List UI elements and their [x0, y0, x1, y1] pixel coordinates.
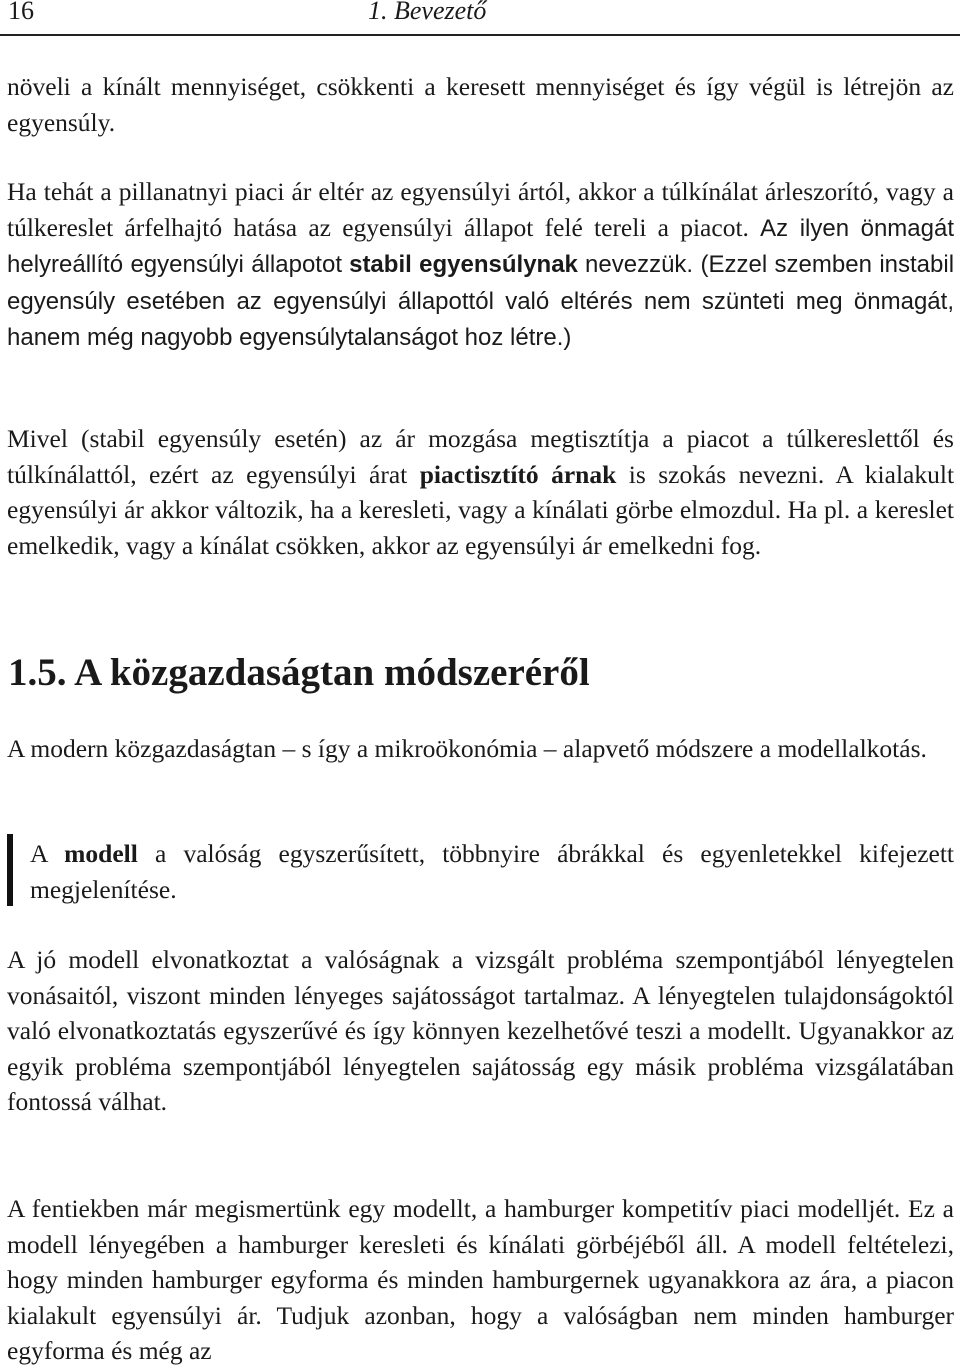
definition-model: A modell a valóság egyszerűsített, többnyire ábrákkal és egyenletekkel kifejezett megjelenítése.	[30, 839, 955, 904]
p2-text-b: Az ilyen önmagát helyreállító egyensúlyi állapotot	[7, 214, 954, 278]
term-stable-equilibrium: stabil egyensúlynak	[349, 251, 578, 278]
paragraph-market-clearing: Mivel (stabil egyensúly esetén) az ár mozgása megtisztítja a piacot a túlkereslettől és túlkínálattól, ezért az egyensúlyi árat piactisztító árnak is szokás nevezni. A kialakult egyensúlyi ár akkor változik, ha a keresleti, vagy a kínálati görbe elmozdul. Ha pl. a kereslet emelkedik, vagy a kínálat csökken, akkor az egyensúlyi ár emelkedni fog.	[7, 424, 955, 560]
p2-text-c: nevezzük. (Ezzel szemben instabil egyensúly esetében az egyensúlyi állapottól való eltérés nem szünteti meg önmagát, hanem még nagyobb egyensúlytalanságot hoz létre.)	[7, 251, 955, 351]
paragraph-stable-equilibrium	[7, 174, 954, 356]
paragraph-good-model: A jó modell elvonatkoztat a valóságnak a vizsgált probléma szempontjából lényegtelen vonásaitól, viszont minden lényeges sajátosságot tartalmaz. A lényegtelen tulajdonságoktól való elvonatkoztatás egyszerűvé és így könnyen kezelhetővé teszi a modellt. Ugyanakkor az egyik probléma szempontjából lényegtelen sajátosság egy másik probléma vizsgálatában fontossá válhat.	[7, 945, 954, 1116]
running-title: 1. Bevezető	[368, 0, 487, 25]
term-model: modell	[64, 839, 138, 868]
page-number: 16	[8, 0, 34, 25]
page-header	[0, 0, 960, 36]
p2-text-a: Ha tehát a pillanatnyi piaci ár eltér az egyensúlyi ártól, akkor a túlkínálat árleszorító, vagy a túlkereslet árfelhajtó hatása az egyensúlyi állapot felé tereli a piacot.	[7, 177, 954, 242]
term-market-clearing-price: piactisztító árnak	[419, 459, 617, 489]
paragraph-hamburger-model: A fentiekben már megismertünk egy modellt, a hamburger kompetitív piaci modelljét. Ez a modell lényegében a hamburger keresleti és kínálati görbéjéből áll. A modell feltételezi, hogy minden hamburger egyforma és minden hamburgernek ugyanakkora az ára, a piacon kialakult egyensúlyi ár. Tudjuk azonban, hogy a valóságban nem minden hamburger egyforma és még az	[7, 1194, 954, 1365]
section-heading: 1.5. A közgazdaságtan módszeréről	[8, 651, 590, 694]
paragraph-equilibrium-intro: növeli a kínált mennyiséget, csökkenti a keresett mennyiséget és így végül is létrejön az egyensúly.	[7, 72, 954, 137]
paragraph-modelling: A modern közgazdaságtan – s így a mikroökonómia – alapvető módszere a modellalkotás.	[7, 734, 927, 763]
definition-margin-bar	[7, 834, 13, 906]
